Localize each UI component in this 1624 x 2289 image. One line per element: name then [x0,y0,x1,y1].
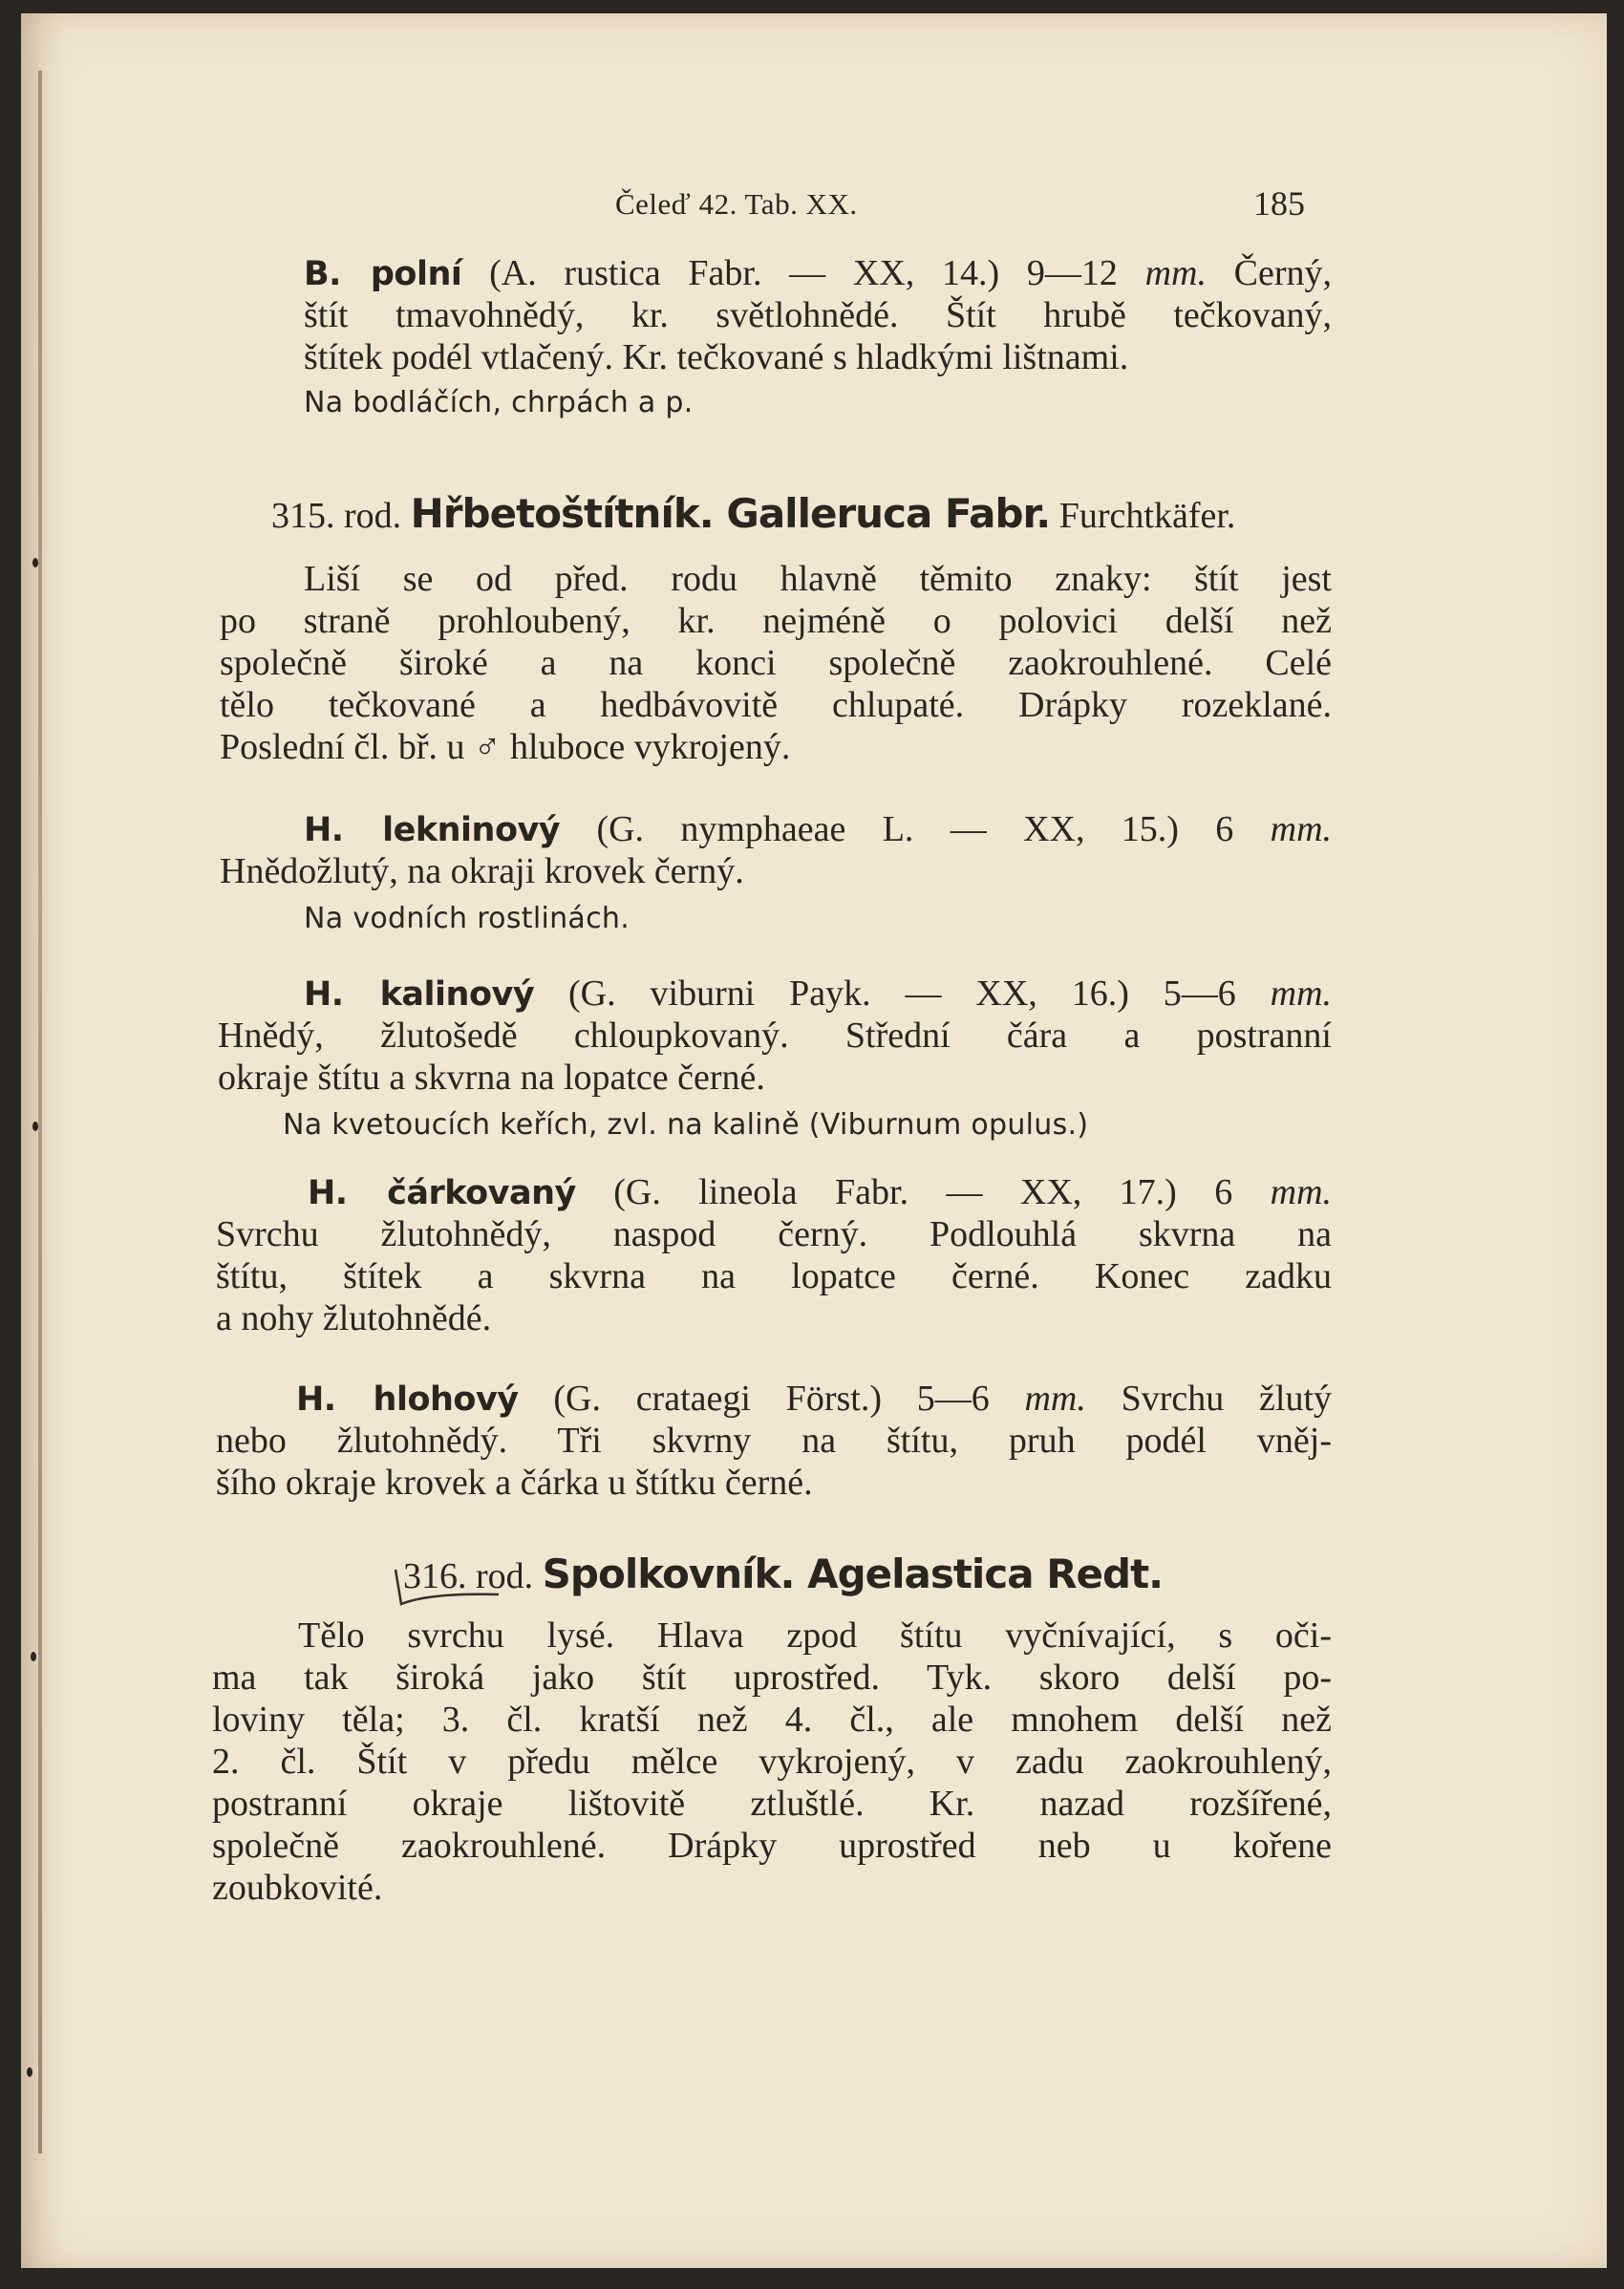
text-line: šího okraje krovek a čárka u štítku černé. [216,1463,813,1503]
habitat-line: Na bodláčích, chrpách a p. [304,386,694,419]
text-line: a nohy žlutohnědé. [216,1298,492,1338]
genus-heading: 315. rod. Hřbetoštítník. Galleruca Fabr. Furchtkäfer. [271,490,1236,537]
text-line: tělo tečkované a hedbávovitě chlupaté. Drápky rozeklané. [220,685,1332,725]
text-line: Hnědý, žlutošedě chloupkovaný. Střední čára a postranní [218,1016,1332,1056]
text-line: Svrchu žlutohnědý, naspod černý. Podlouhlá skvrna na [216,1214,1332,1254]
page-header [21,183,1607,225]
text-line: štítek podél vtlačený. Kr. tečkované s hladkými lištnami. [304,337,1129,377]
book-page [21,13,1607,2268]
species-line: H. čárkovaný (G. lineola Fabr. — XX, 17.) 6 mm. [308,1172,1333,1212]
text-line: po straně prohloubený, kr. nejméně o polovici delší než [220,601,1332,641]
species-line: B. polní (A. rustica Fabr. — XX, 14.) 9—12 mm. Černý, [304,253,1333,293]
text-line: okraje štítu a skvrna na lopatce černé. [218,1058,765,1098]
text-line: postranní okraje lištovitě ztluštlé. Kr. nazad rozšířené, [212,1784,1332,1824]
page-number: 185 [1253,184,1305,223]
margin-speck [32,558,38,567]
text-line: štít tmavohnědý, kr. světlohnědé. Štít hrubě tečkovaný, [304,295,1332,335]
text-line: štítu, štítek a skvrna na lopatce černé. Konec zadku [216,1256,1332,1296]
text-line: společně široké a na konci společně zaokrouhlené. Celé [220,643,1332,683]
genus-heading: 316. rod. Spolkovník. Agelastica Redt. [403,1551,1164,1597]
text-line: Liší se od před. rodu hlavně těmito znaky: štít jest [304,559,1332,599]
habitat-line: Na kvetoucích keřích, zvl. na kalině (Viburnum opulus.) [283,1108,1089,1142]
margin-speck [27,2067,32,2077]
page-gutter-shadow [38,71,42,2153]
text-line: zoubkovité. [212,1868,383,1908]
margin-speck [31,1652,36,1661]
text-line: nebo žlutohnědý. Tři skvrny na štítu, pruh podél vněj- [216,1421,1332,1461]
text-line: Poslední čl. bř. u ♂ hluboce vykrojený. [220,727,791,767]
text-line: Tělo svrchu lysé. Hlava zpod štítu vyčnívající, s oči- [298,1615,1332,1656]
species-line: H. lekninový (G. nymphaeae L. — XX, 15.) 6 mm. [304,809,1333,849]
running-title: Čeleď 42. Tab. XX. [615,187,858,221]
species-line: H. kalinový (G. viburni Payk. — XX, 16.) 5—6 mm. [304,973,1333,1014]
text-line: loviny těla; 3. čl. kratší než 4. čl., ale mnohem delší než [212,1700,1332,1740]
text-line: Hnědožlutý, na okraji krovek černý. [220,851,744,891]
text-line: společně zaokrouhlené. Drápky uprostřed neb u kořene [212,1826,1332,1866]
species-line: H. hlohový (G. crataegi Först.) 5—6 mm. Svrchu žlutý [296,1379,1333,1419]
margin-speck [32,1122,38,1131]
text-line: 2. čl. Štít v předu mělce vykrojený, v zadu zaokrouhlený, [212,1742,1332,1782]
text-line: ma tak široká jako štít uprostřed. Tyk. skoro delší po- [212,1658,1332,1698]
habitat-line: Na vodních rostlinách. [304,902,630,935]
